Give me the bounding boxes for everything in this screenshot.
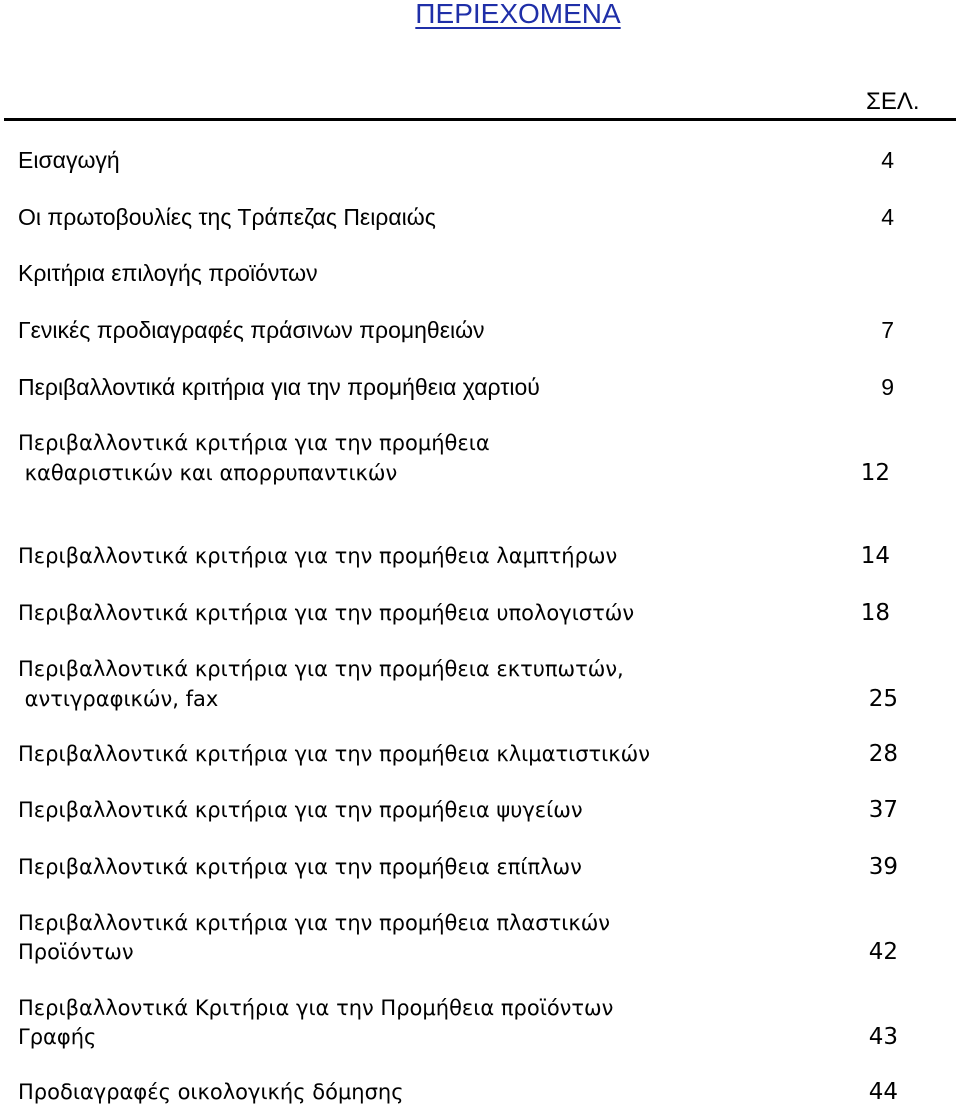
toc-entry-title: Περιβαλλοντικά κριτήρια για την προμήθεια χαρτιού (18, 374, 540, 400)
toc-entry-title-continued: Προϊόντων (18, 940, 134, 964)
toc-entry-page: 7 (881, 317, 894, 343)
toc-entry-title: Περιβαλλοντικά κριτήρια για την προμήθεια πλαστικών (18, 911, 611, 935)
toc-entry-title: Περιβαλλοντικά κριτήρια για την προμήθεια εκτυπωτών, (18, 657, 624, 681)
toc-entry-page: 9 (881, 374, 894, 400)
toc-entry-page: 12 (860, 460, 890, 486)
toc-entry-title: Προδιαγραφές οικολογικής δόμησης (18, 1080, 404, 1104)
toc-entry-title: Περιβαλλοντικά κριτήρια για την προμήθεια λαμπτήρων (18, 544, 618, 568)
toc-entry-page: 42 (868, 939, 898, 965)
toc-entry-page: 14 (860, 543, 890, 569)
toc-entry-title-continued: αντιγραφικών, fax (18, 687, 219, 711)
toc-entry-title: Περιβαλλοντικά κριτήρια για την προμήθεια επίπλων (18, 855, 582, 879)
toc-entry-page: 43 (868, 1024, 898, 1050)
page-column-header: ΣΕΛ. (866, 88, 920, 115)
toc-entry-page: 44 (868, 1079, 898, 1105)
toc-entry-title: Περιβαλλοντικά κριτήρια για την προμήθεια (18, 431, 490, 455)
toc-entry-title: Οι πρωτοβουλίες της Τράπεζας Πειραιώς (18, 204, 436, 230)
toc-entry-page: 25 (868, 686, 898, 712)
toc-entry-title: Περιβαλλοντικά κριτήρια για την προμήθεια ψυγείων (18, 798, 583, 822)
toc-entry-page: 18 (860, 600, 890, 626)
toc-entry-title: Κριτήρια επιλογής προϊόντων (18, 260, 318, 286)
toc-entry-title-continued: καθαριστικών και απορρυπαντικών (18, 461, 398, 485)
toc-entry-title-continued: Γραφής (18, 1025, 97, 1049)
toc-entry-page: 28 (868, 741, 898, 767)
toc-entry-title: Γενικές προδιαγραφές πράσινων προμηθειών (18, 317, 485, 343)
toc-entry-page: 37 (868, 797, 898, 823)
header-rule (4, 118, 956, 121)
toc-entry-title: Εισαγωγή (18, 147, 120, 173)
toc-entry-page: 4 (881, 204, 894, 230)
toc-entry-page: 39 (868, 854, 898, 880)
toc-entry-title: Περιβαλλοντικά Κριτήρια για την Προμήθεια προϊόντων (18, 996, 614, 1020)
toc-entry-title: Περιβαλλοντικά κριτήρια για την προμήθεια κλιματιστικών (18, 742, 650, 766)
page-title: ΠΕΡΙΕΧΟΜΕΝΑ (415, 0, 621, 29)
toc-entry-title: Περιβαλλοντικά κριτήρια για την προμήθεια υπολογιστών (18, 601, 635, 625)
toc-entry-page: 4 (881, 147, 894, 173)
